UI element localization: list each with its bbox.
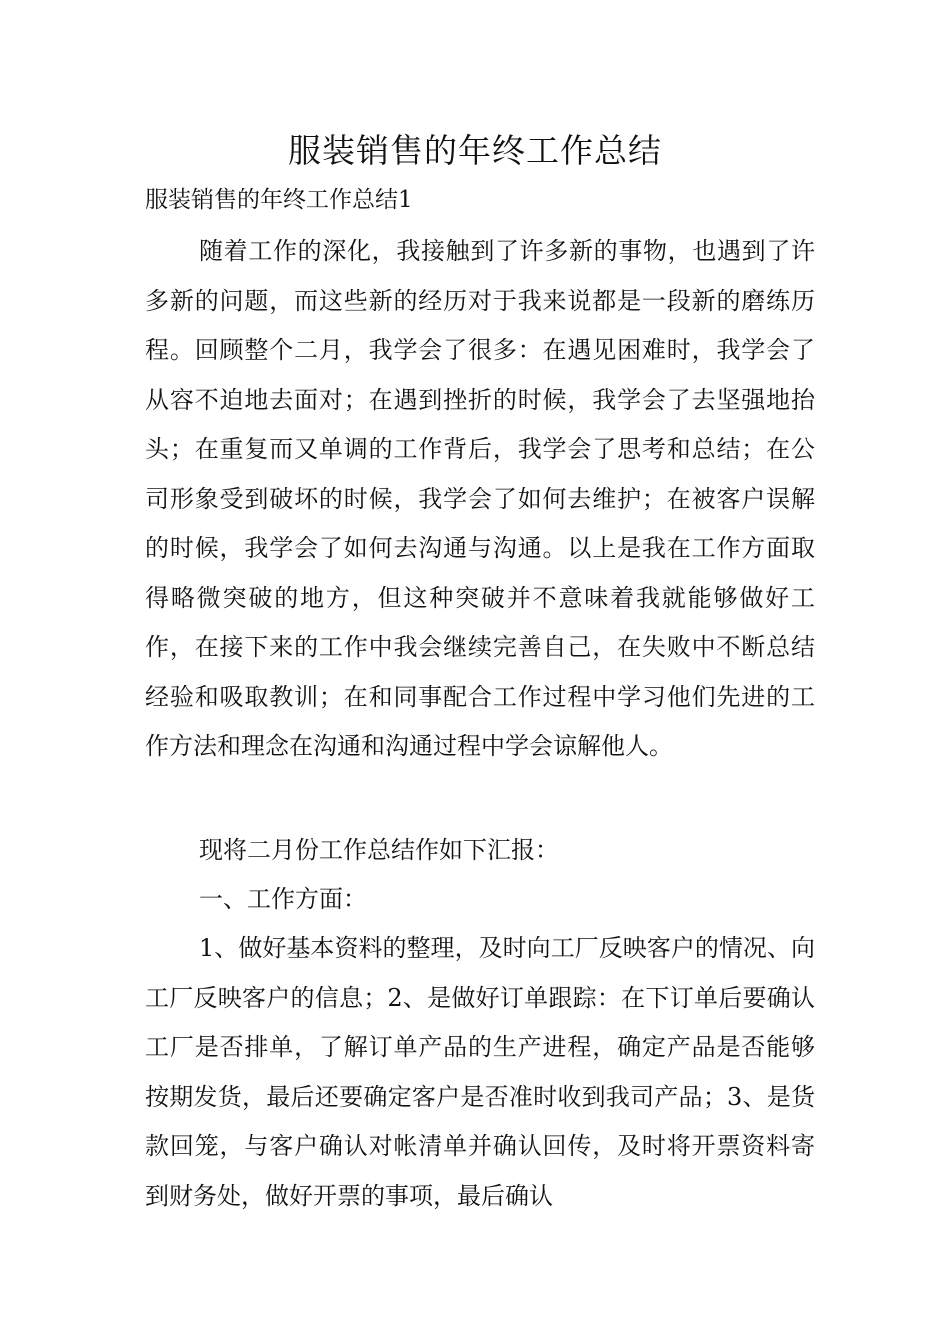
body-paragraph: 1、做好基本资料的整理，及时向工厂反映客户的情况、向工厂反映客户的信息；2、是做好订单跟踪：在下订单后要确认工厂是否排单，了解订单产品的生产进程，确定产品是否能够按期发货，最后还要确定客户是否准时收到我司产品；3、是货款回笼，与客户确认对帐清单并确认回传，及时将开票资料寄到财务处，做好开票的事项，最后确认	[145, 934, 815, 1210]
body-paragraph: 一、工作方面：	[199, 885, 367, 913]
document-title: 服装销售的年终工作总结	[288, 131, 662, 170]
body-paragraph: 现将二月份工作总结作如下汇报：	[199, 836, 559, 864]
body-paragraph: 随着工作的深化，我接触到了许多新的事物，也遇到了许多新的问题，而这些新的经历对于我来说都是一段新的磨练历程。回顾整个二月，我学会了很多：在遇见困难时，我学会了从容不迫地去面对；在遇到挫折的时候，我学会了去坚强地抬头；在重复而又单调的工作背后，我学会了思考和总结；在公司形象受到破坏的时候，我学会了如何去维护；在被客户误解的时候，我学会了如何去沟通与沟通。以上是我在工作方面取得略微突破的地方，但这种突破并不意味着我就能够做好工作，在接下来的工作中我会继续完善自己，在失败中不断总结经验和吸取教训；在和同事配合工作过程中学习他们先进的工作方法和理念在沟通和沟通过程中学会谅解他人。	[145, 237, 815, 760]
section-heading: 服装销售的年终工作总结1	[145, 187, 413, 213]
